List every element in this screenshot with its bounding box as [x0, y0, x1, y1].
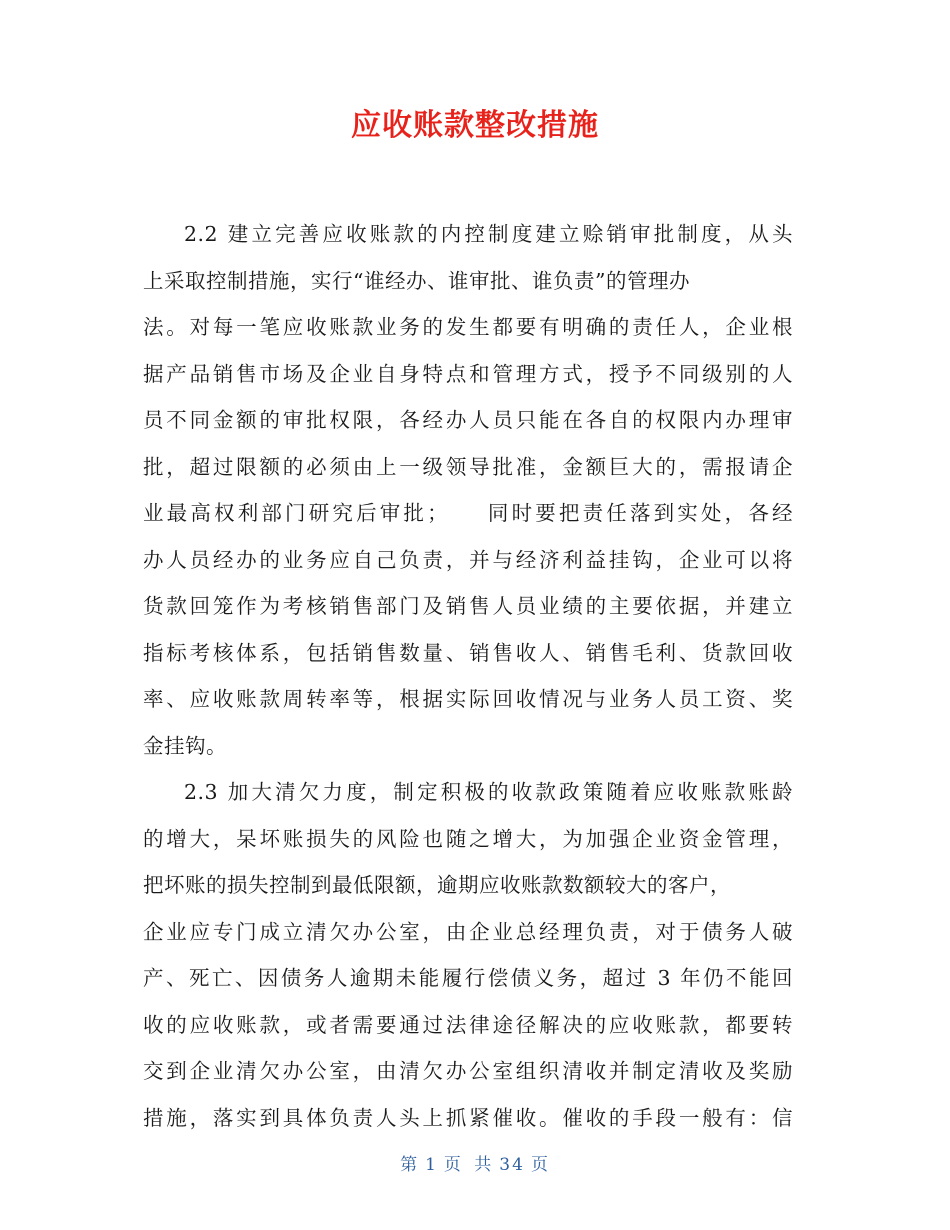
paragraph-line: 2.3 加大清欠力度，制定积极的收款政策随着应收账款账龄 — [184, 780, 793, 804]
paragraph-line: 业最高权利部门研究后审批； 同时要把责任落到实处，各经 — [143, 501, 793, 525]
paragraph-line: 员不同金额的审批权限，各经办人员只能在各自的权限内办理审 — [143, 408, 793, 432]
footer-page-number: 1 — [425, 1155, 438, 1175]
paragraph-line: 法。对每一笔应收账款业务的发生都要有明确的责任人，企业根 — [143, 315, 793, 339]
paragraph-line: 办人员经办的业务应自己负责，并与经济利益挂钩，企业可以将 — [143, 547, 793, 572]
document-title: 应收账款整改措施 — [351, 108, 599, 143]
paragraph-line: 上采取控制措施，实行“谁经办、谁审批、谁负责”的管理办 — [143, 268, 690, 293]
paragraph-line: 批，超过限额的必须由上一级领导批准，金额巨大的，需报请企 — [143, 454, 793, 479]
paragraph-line: 2.2 建立完善应收账款的内控制度建立赊销审批制度，从头 — [184, 222, 793, 246]
paragraph-line: 措施，落实到具体负责人头上抓紧催收。催收的手段一般有：信 — [143, 1105, 793, 1130]
document-body — [143, 211, 793, 1141]
footer-total-pages: 34 — [499, 1155, 525, 1175]
paragraph-line: 据产品销售市场及企业自身特点和管理方式，授予不同级别的人 — [143, 361, 793, 386]
page-footer — [0, 1150, 950, 1175]
footer-prefix: 第 — [400, 1155, 420, 1175]
paragraph-line: 率、应收账款周转率等，根据实际回收情况与业务人员工资、奖 — [143, 687, 793, 711]
footer-middle: 页 共 — [443, 1155, 494, 1175]
paragraph-line: 货款回笼作为考核销售部门及销售人员业绩的主要依据，并建立 — [143, 594, 793, 618]
paragraph-line: 指标考核体系，包括销售数量、销售收人、销售毛利、货款回收 — [143, 640, 793, 665]
paragraph-line: 收的应收账款，或者需要通过法律途径解决的应收账款，都要转 — [143, 1012, 793, 1037]
paragraph-line: 产、死亡、因债务人逾期未能履行偿债义务，超过 3 年仍不能回 — [143, 966, 793, 990]
paragraph-line: 企业应专门成立清欠办公室，由企业总经理负责，对于债务人破 — [143, 919, 793, 944]
paragraph-line: 交到企业清欠办公室，由清欠办公室组织清收并制定清收及奖励 — [143, 1059, 793, 1083]
paragraph-line: 把坏账的损失控制到最低限额，逾期应收账款数额较大的客户， — [143, 873, 731, 897]
footer-suffix: 页 — [530, 1155, 550, 1175]
paragraph-line: 的增大，呆坏账损失的风险也随之增大，为加强企业资金管理， — [143, 826, 793, 851]
paragraph-line: 金挂钩。 — [143, 733, 227, 758]
